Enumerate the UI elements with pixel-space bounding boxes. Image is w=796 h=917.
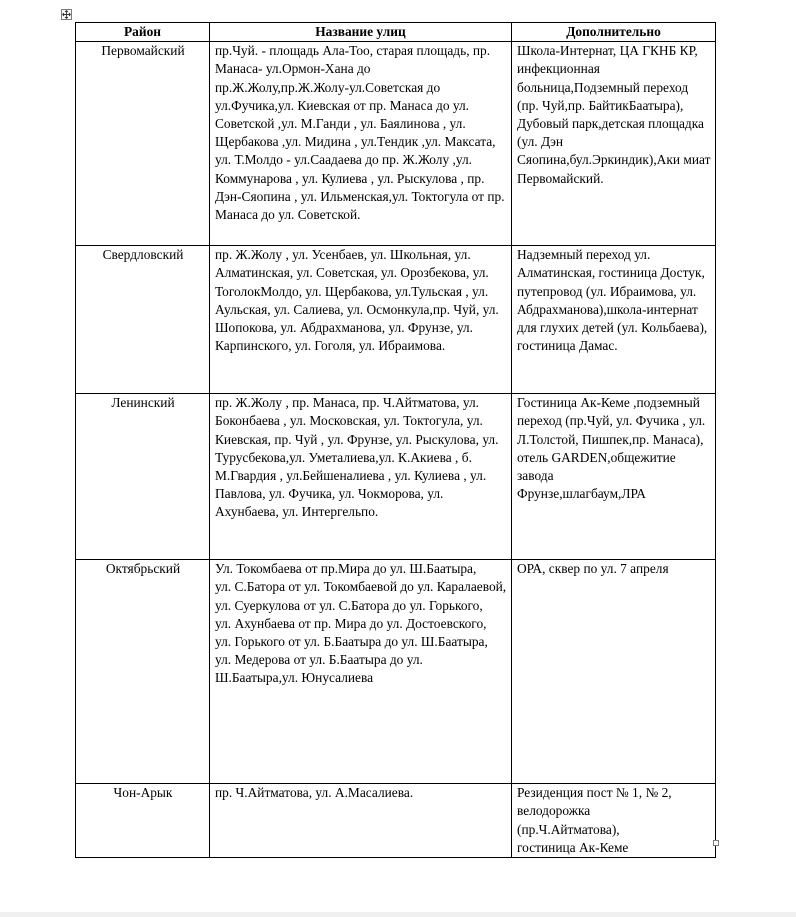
streets-cell[interactable]: пр. Ч.Айтматова, ул. А.Масалиева. xyxy=(210,784,512,858)
page-bottom-edge xyxy=(0,912,796,917)
district-cell[interactable]: Октябрьский xyxy=(76,560,210,784)
extra-cell[interactable]: Надземный переход ул. Алматинская, гостиница Достук, путепровод (ул. Ибраимова, ул. Абдрахманова),школа-интернат для глухих детей (ул. Кольбаева), гостиница Дамас. xyxy=(512,246,716,394)
table-row xyxy=(76,42,716,246)
table-header-row xyxy=(76,23,716,42)
table-row xyxy=(76,784,716,858)
table-move-handle[interactable] xyxy=(61,9,72,20)
extra-cell[interactable]: Школа-Интернат, ЦА ГКНБ КР, инфекционная больница,Подземный переход (пр. Чуй,пр. БайтикБаатыра), Дубовый парк,детская площадка (ул. Дэн Сяопина,бул.Эркиндик),Аки миат Первомайский. xyxy=(512,42,716,246)
streets-cell[interactable]: Ул. Токомбаева от пр.Мира до ул. Ш.Баатыра, ул. С.Батора от ул. Токомбаевой до ул. Каралаевой, ул. Суеркулова от ул. С.Батора до ул. Горького, ул. Ахунбаева от пр. Мира до ул. Достоевского, ул. Горького от ул. Б.Баатыра до ул. Ш.Баатыра, ул. Медерова от ул. Б.Баатыра до ул. Ш.Баатыра,ул. Юнусалиева xyxy=(210,560,512,784)
table-row xyxy=(76,246,716,394)
extra-cell[interactable]: Резиденция пост № 1, № 2, велодорожка (пр.Ч.Айтматова), гостиница Ак-Кеме xyxy=(512,784,716,858)
districts-table xyxy=(75,22,716,858)
district-cell[interactable]: Свердловский xyxy=(76,246,210,394)
table-row xyxy=(76,560,716,784)
district-cell[interactable]: Ленинский xyxy=(76,394,210,560)
district-cell[interactable]: Первомайский xyxy=(76,42,210,246)
extra-cell[interactable]: Гостиница Ак-Кеме ,подземный переход (пр.Чуй, ул. Фучика , ул. Л.Толстой, Пишпек,пр. Манаса), отель GARDEN,общежитие завода Фрунзе,шлагбаум,ЛРА xyxy=(512,394,716,560)
header-district: Район xyxy=(76,23,210,42)
table-row xyxy=(76,394,716,560)
streets-cell[interactable]: пр.Чуй. - площадь Ала-Too, старая площадь, пр. Манаса- ул.Ормон-Хана до пр.Ж.Жолу,пр.Ж.Жолу-ул.Советская до ул.Фучика,ул. Киевская от пр. Манаса до ул. Советской ,ул. М.Ганди , ул. Баялинова , ул. Щербакова ,ул. Мидина , ул.Тендик ,ул. Максата, ул. Т.Молдо - ул.Саадаева до пр. Ж.Жолу ,ул. Коммунарова , ул. Кулиева , ул. Рыскулова , пр. Дэн-Сяопина , ул. Ильменская,ул. Токтогула от пр. Манаса до ул. Советской. xyxy=(210,42,512,246)
extra-cell[interactable]: ОРА, сквер по ул. 7 апреля xyxy=(512,560,716,784)
header-extra: Дополнительно xyxy=(512,23,716,42)
move-arrows-icon xyxy=(62,10,71,19)
header-streets: Название улиц xyxy=(210,23,512,42)
streets-cell[interactable]: пр. Ж.Жолу , пр. Манаса, пр. Ч.Айтматова, ул. Боконбаева , ул. Московская, ул. Токтогула, ул. Киевская, пр. Чуй , ул. Фрунзе, ул. Рыскулова, ул. Турусбекова,ул. Уметалиева,ул. К.Акиева , б. М.Гвардия , ул.Бейшеналиева , ул. Кулиева , ул. Павлова, ул. Фучика, ул. Чокморова, ул. Ахунбаева, ул. Интергельпо. xyxy=(210,394,512,560)
district-cell[interactable]: Чон-Арык xyxy=(76,784,210,858)
streets-cell[interactable]: пр. Ж.Жолу , ул. Усенбаев, ул. Школьная, ул. Алматинская, ул. Советская, ул. Орозбекова, ул. ТоголокМолдо, ул. Щербакова, ул.Тульская , ул. Аульская, ул. Салиева, ул. Осмонкула,пр. Чуй, ул. Шопокова, ул. Абдрахманова, ул. Фрунзе, ул. Карпинского, ул. Гоголя, ул. Ибраимова. xyxy=(210,246,512,394)
table-resize-handle[interactable] xyxy=(713,840,719,846)
